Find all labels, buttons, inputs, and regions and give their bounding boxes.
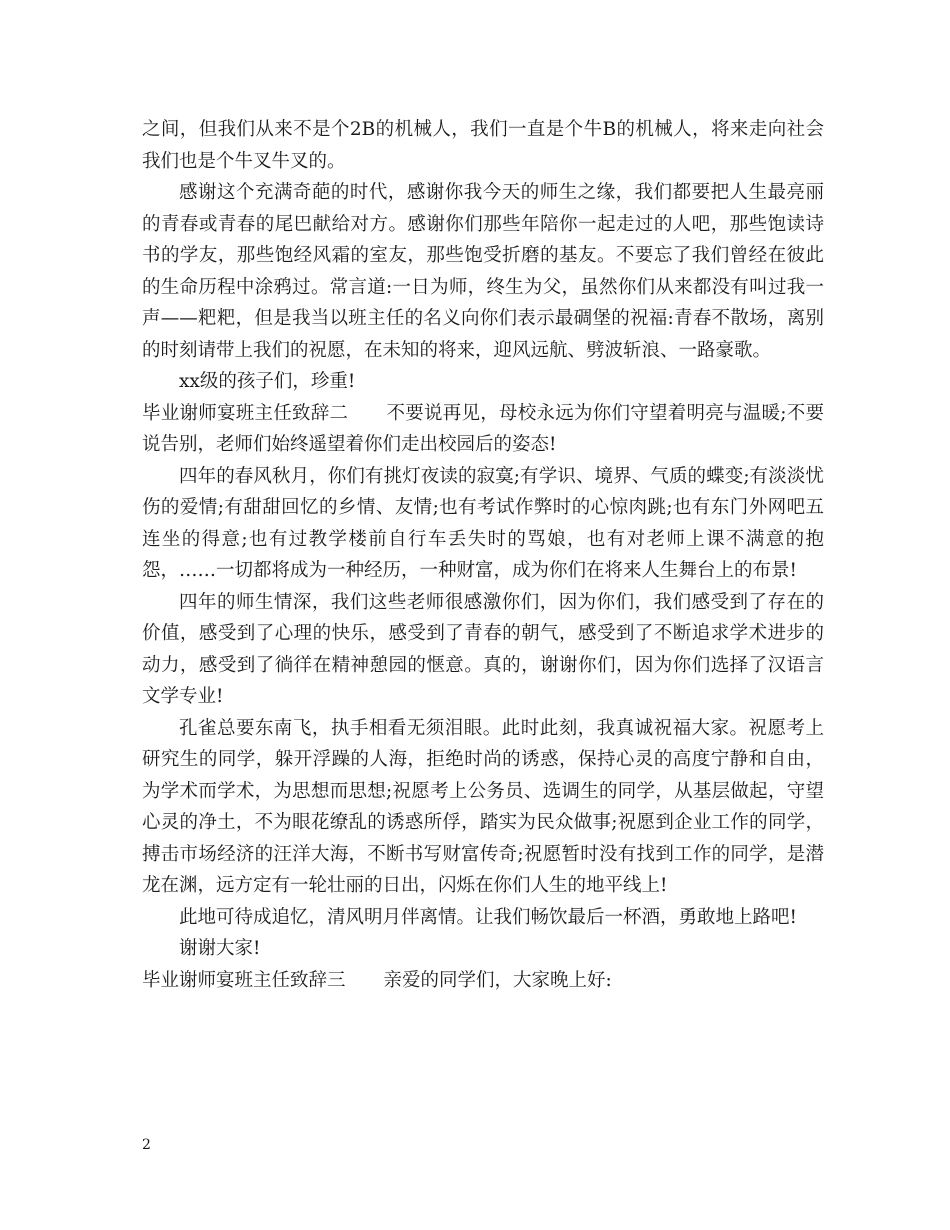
page-number: 2 xyxy=(142,1137,151,1153)
paragraph-thanks-era: 感谢这个充满奇葩的时代，感谢你我今天的师生之缘，我们都要把人生最亮丽的青春或青春的尾巴献给对方。感谢你们那些年陪你一起走过的人吧，那些饱读诗书的学友，那些饱经风霜的室友，那些饱受折磨的基友。不要忘了我们曾经在彼此的生命历程中涂鸦过。常言道:一日为师，终生为父，虽然你们从来都没有叫过我一声——粑粑，但是我当以班主任的名义向你们表示最碉堡的祝福:青春不散场，离别的时刻请带上我们的祝愿，在未知的将来，迎风远航、劈波斩浪、一路豪歌。 xyxy=(142,182,824,361)
paragraph-teacher-student: 四年的师生情深，我们这些老师很感激你们，因为你们，我们感受到了存在的价值，感受到了心理的快乐，感受到了青春的朝气，感受到了不断追求学术进步的动力，感受到了徜徉在精神憩园的惬意。真的，谢谢你们，因为你们选择了汉语言文学专业! xyxy=(142,591,824,707)
paragraph-toast: 此地可待成追忆，清风明月伴离情。让我们畅饮最后一杯酒，勇敢地上路吧! xyxy=(179,906,797,928)
section-heading-three-paragraph xyxy=(142,965,824,997)
document-body xyxy=(142,114,824,996)
section-heading-two-paragraph xyxy=(142,398,824,461)
section-title-two: 毕业谢师宴班主任致辞二 xyxy=(142,402,349,424)
paragraph-thank-you: 谢谢大家! xyxy=(179,938,261,959)
paragraph-farewell-students: xx级的孩子们，珍重! xyxy=(179,371,356,392)
section-title-three: 毕业谢师宴班主任致辞三 xyxy=(142,969,346,991)
section-two-opening: 不要说再见，母校永远为你们守望着明亮与温暖;不要说告别，老师们始终遥望着你们走出校园后的姿态! xyxy=(142,402,824,455)
section-three-opening: 亲爱的同学们，大家晚上好: xyxy=(383,969,612,991)
paragraph-four-years: 四年的春风秋月，你们有挑灯夜读的寂寞;有学识、境界、气质的蝶变;有淡淡忧伤的爱情;有甜甜回忆的乡情、友情;也有考试作弊时的心惊肉跳;也有东门外网吧五连坐的得意;也有过教学楼前自行车丢失时的骂娘，也有对老师上课不满意的抱怨，……一切都将成为一种经历，一种财富，成为你们在将来人生舞台上的布景! xyxy=(142,465,824,581)
paragraph-blessings: 孔雀总要东南飞，执手相看无须泪眼。此时此刻，我真诚祝福大家。祝愿考上研究生的同学，躲开浮躁的人海，拒绝时尚的诱惑，保持心灵的高度宁静和自由，为学术而学术，为思想而思想;祝愿考上公务员、选调生的同学，从基层做起，守望心灵的净土，不为眼花缭乱的诱惑所俘，踏实为民众做事;祝愿到企业工作的同学，搏击市场经济的汪洋大海，不断书写财富传奇;祝愿暂时没有找到工作的同学，是潜龙在渊，远方定有一轮壮丽的日出，闪烁在你们人生的地平线上! xyxy=(142,717,824,896)
paragraph-continuation: 之间，但我们从来不是个2B的机械人，我们一直是个牛B的机械人，将来走向社会我们也是个牛叉牛叉的。 xyxy=(142,119,824,172)
